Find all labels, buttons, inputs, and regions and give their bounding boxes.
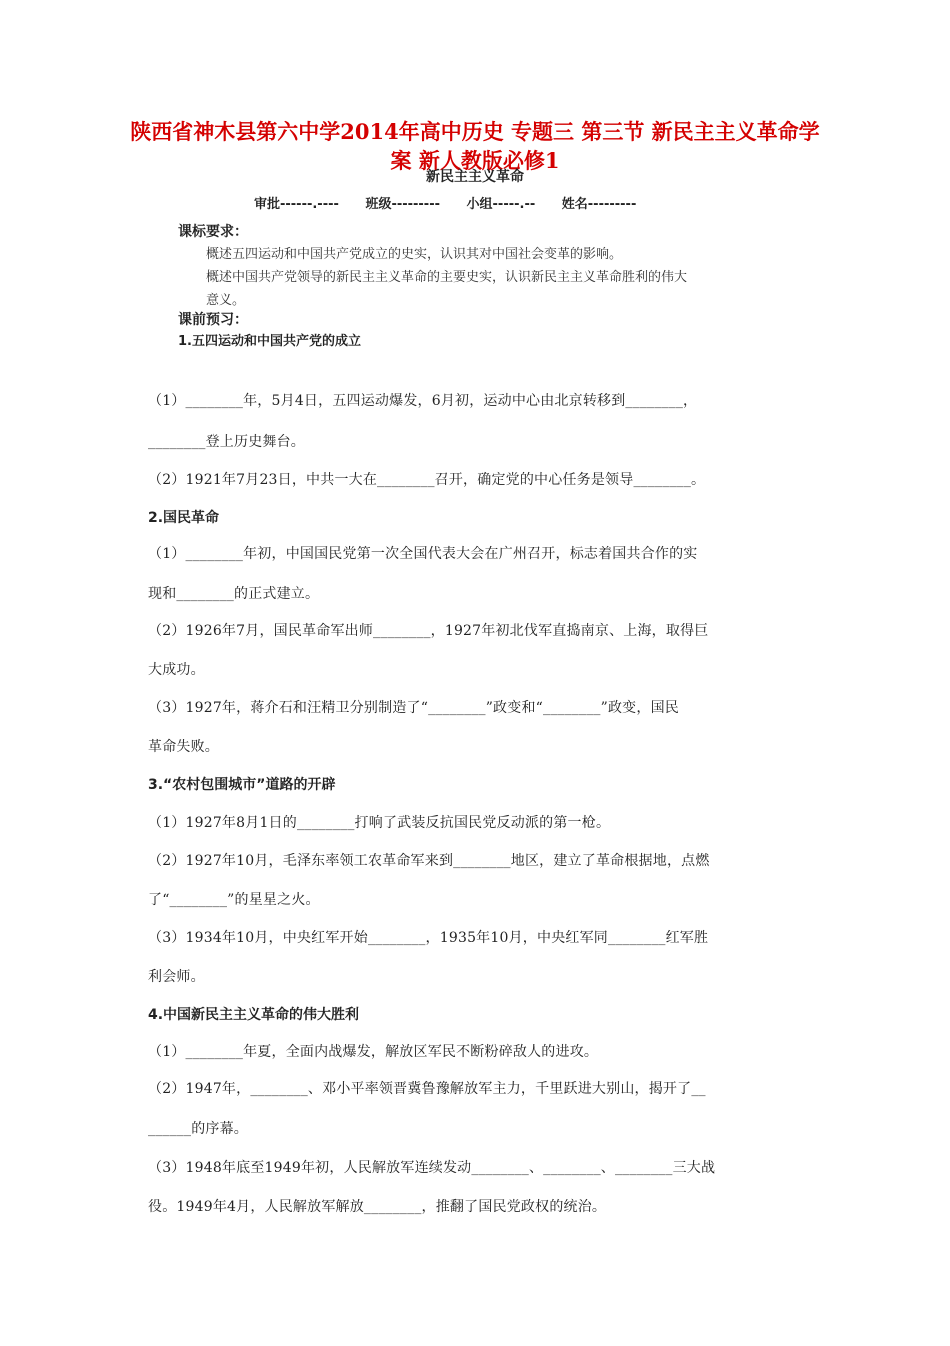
section3-line-4: （3）1934年10月，中央红军开始________，1935年10月，中央红军同________红军胜	[148, 930, 709, 946]
section2-line-6: 革命失败。	[148, 739, 219, 755]
meta-group: 小组-----.--	[466, 197, 536, 212]
section4-line-5: 役。1949年4月，人民解放军解放________，推翻了国民党政权的统治。	[148, 1199, 607, 1215]
section1-line-3: （2）1921年7月23日，中共一大在________召开，确定党的中心任务是领导________。	[148, 472, 706, 488]
standard-line-3: 意义。	[206, 293, 246, 308]
standard-line-1: 概述五四运动和中国共产党成立的史实，认识其对中国社会变革的影响。	[206, 247, 623, 262]
section4-line-1: （1）________年夏，全面内战爆发，解放区军民不断粉碎敌人的进攻。	[148, 1044, 599, 1060]
section3-heading: 3.“农村包围城市”道路的开辟	[148, 777, 336, 793]
section4-heading: 4.中国新民主主义革命的伟大胜利	[148, 1007, 360, 1023]
section4-line-4: （3）1948年底至1949年初，人民解放军连续发动________、________、________三大战	[148, 1160, 716, 1176]
section4-line-3: ______的序幕。	[148, 1121, 248, 1137]
section3-line-3: 了“________”的星星之火。	[148, 892, 320, 908]
meta-approval: 审批------.----	[254, 197, 339, 212]
preview-heading: 课前预习：	[178, 312, 248, 328]
section2-line-2: 现和________的正式建立。	[148, 586, 320, 602]
meta-name: 姓名---------	[561, 197, 637, 212]
section1-line-2: ________登上历史舞台。	[148, 434, 305, 450]
section3-line-2: （2）1927年10月，毛泽东率领工农革命军来到________地区，建立了革命根据地，点燃	[148, 853, 710, 869]
section2-line-4: 大成功。	[148, 662, 205, 678]
section2-line-5: （3）1927年，蒋介石和汪精卫分别制造了“________”政变和“________”政变，国民	[148, 700, 679, 716]
document-title: 陕西省神木县第六中学2014年高中历史 专题三 第三节 新民主主义革命学案 新人教版必修1	[130, 119, 820, 173]
standard-line-2: 概述中国共产党领导的新民主主义革命的主要史实，认识新民主主义革命胜利的伟大	[206, 270, 688, 285]
standards-heading: 课标要求：	[178, 224, 248, 240]
document-subtitle: 新民主主义革命	[426, 169, 524, 185]
section2-heading: 2.国民革命	[148, 510, 220, 526]
section1-line-1: （1）________年，5月4日，五四运动爆发，6月初，运动中心由北京转移到________，	[148, 393, 698, 409]
section2-line-3: （2）1926年7月，国民革命军出师________，1927年初北伐军直捣南京、上海，取得巨	[148, 623, 709, 639]
meta-row	[254, 193, 658, 212]
section4-line-2: （2）1947年，________、邓小平率领晋冀鲁豫解放军主力，千里跃进大别山，揭开了__	[148, 1081, 706, 1097]
meta-class: 班级---------	[365, 197, 440, 212]
section1-heading: 1.五四运动和中国共产党的成立	[178, 334, 361, 349]
section3-line-5: 利会师。	[148, 969, 205, 985]
section2-line-1: （1）________年初，中国国民党第一次全国代表大会在广州召开，标志着国共合作的实	[148, 546, 698, 562]
section3-line-1: （1）1927年8月1日的________打响了武装反抗国民党反动派的第一枪。	[148, 815, 611, 831]
